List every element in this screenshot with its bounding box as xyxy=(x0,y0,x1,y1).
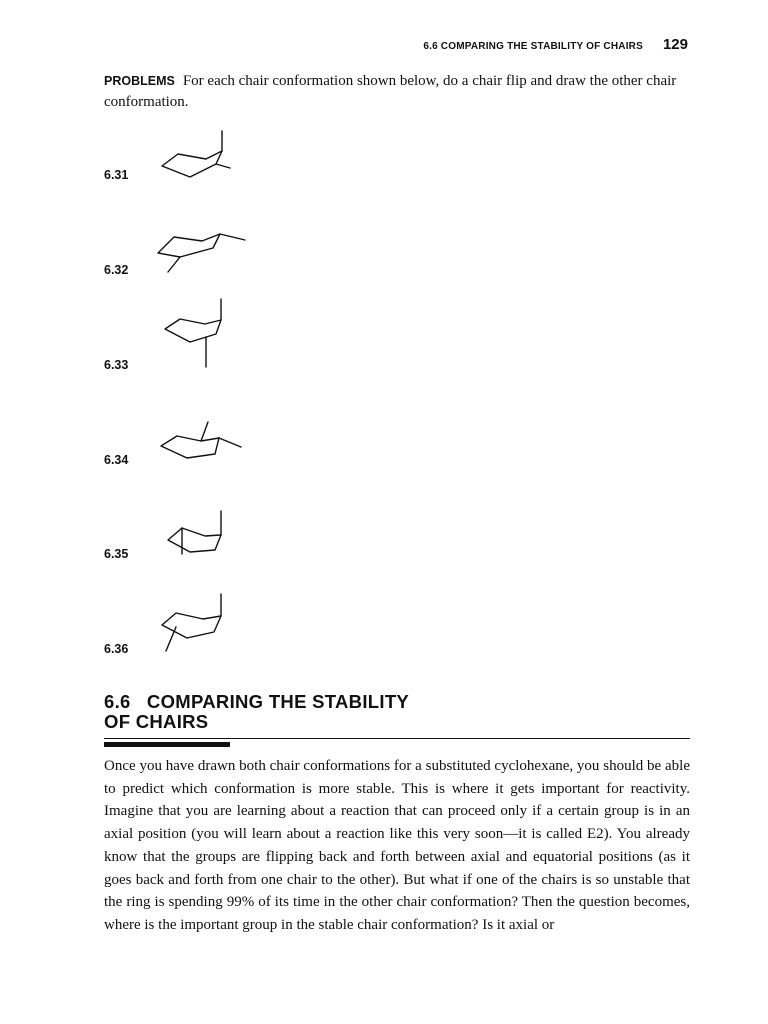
section-heading xyxy=(104,692,544,732)
page-number: 129 xyxy=(662,36,688,53)
problems-label: PROBLEMS xyxy=(104,74,175,88)
running-head xyxy=(423,36,688,53)
heading-accent-rule xyxy=(104,742,230,747)
heading-rule xyxy=(104,738,690,739)
section-heading-line1: 6.6 COMPARING THE STABILITY xyxy=(104,691,410,712)
chair-structure-6-36 xyxy=(155,592,250,677)
chair-structure-6-32 xyxy=(155,220,250,305)
section-heading-line2: OF CHAIRS xyxy=(104,711,209,732)
problem-number-6-31: 6.31 xyxy=(104,168,129,182)
problems-intro-text: For each chair conformation shown below, do a chair flip and draw the other chair conformation. xyxy=(104,73,677,110)
chair-structure-6-33 xyxy=(155,297,250,382)
running-title: 6.6 COMPARING THE STABILITY OF CHAIRS xyxy=(423,41,643,52)
problem-number-6-36: 6.36 xyxy=(104,642,129,656)
problem-number-6-32: 6.32 xyxy=(104,263,129,277)
problem-number-6-33: 6.33 xyxy=(104,358,129,372)
problem-number-6-35: 6.35 xyxy=(104,547,129,561)
problems-intro xyxy=(104,71,690,113)
chair-structure-6-34 xyxy=(155,412,250,497)
section-body-paragraph: Once you have drawn both chair conformations for a substituted cyclohexane, you should be able to predict which conformation is more stable. This is where it gets important for reactivity. Imagine that you are learning about a reaction that can proceed only if a certain group is in an axial position (you will learn about a reaction like this very soon—it is called E2). You already know that the groups are flipping back and forth between axial and equatorial positions (as it goes back and forth from one chair to the other). But what if one of the chairs is so unstable that the ring is spending 99% of its time in the other chair conformation? Then the question becomes, where is the important group in the stable chair conformation? Is it axial or xyxy=(104,758,690,933)
problem-number-6-34: 6.34 xyxy=(104,453,129,467)
chair-structure-6-31 xyxy=(155,125,250,210)
chair-structure-6-35 xyxy=(155,508,250,593)
